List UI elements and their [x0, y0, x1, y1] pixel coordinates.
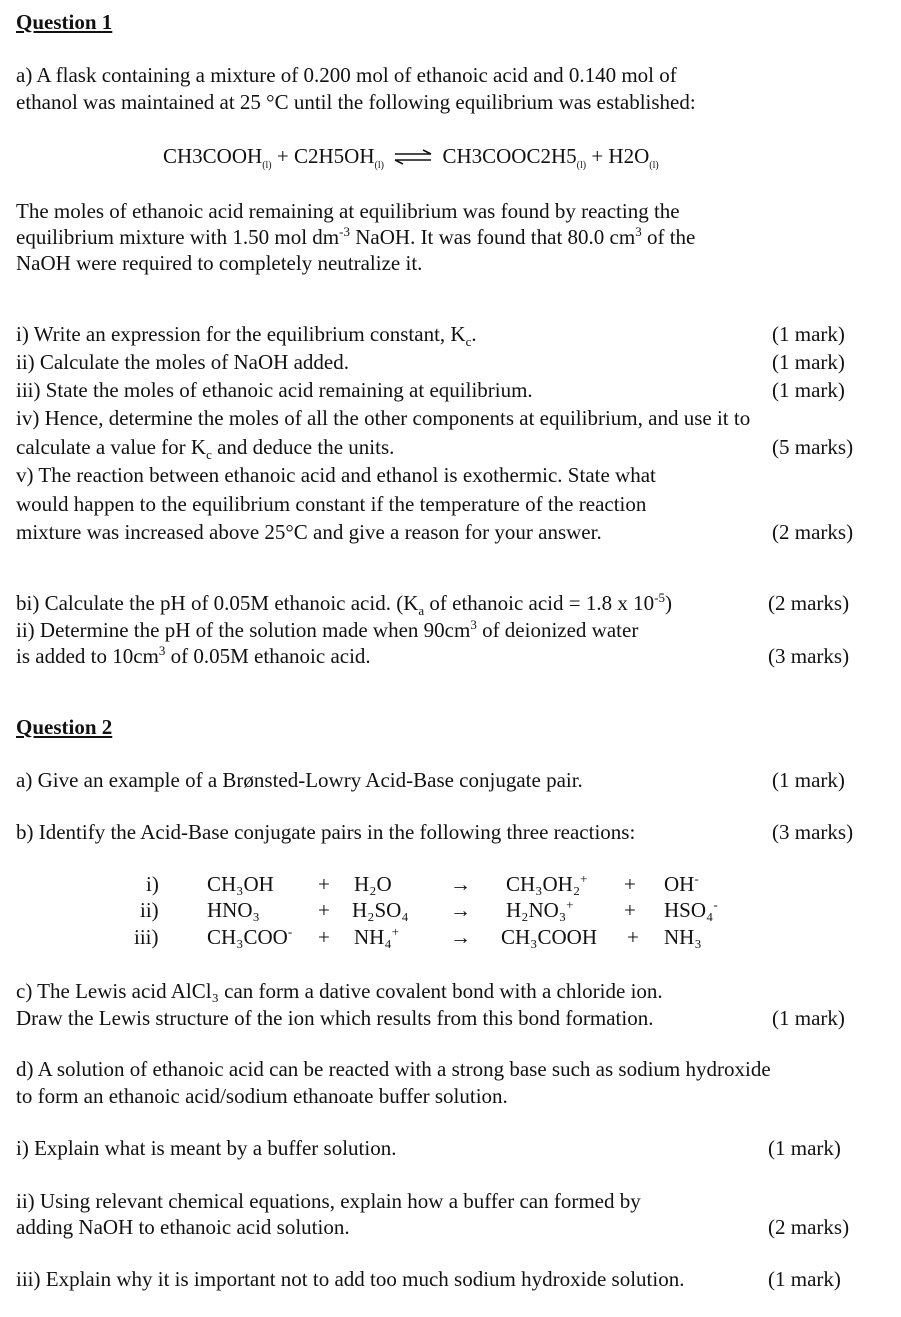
q2-part-d-ii-line-1: ii) Using relevant chemical equations, explain how a buffer can formed by	[16, 1189, 641, 1213]
q1-part-ii: ii) Calculate the moles of NaOH added.	[16, 350, 349, 374]
q1-part-i-mark: (1 mark)	[772, 322, 845, 346]
reaction-3-reactant-1-text: CH₃COO	[207, 925, 288, 949]
q2-part-d-i: i) Explain what is meant by a buffer solution.	[16, 1136, 397, 1160]
part-bii-text-c: is added to 10cm	[16, 644, 159, 668]
eq-state-4: (l)	[649, 160, 659, 172]
part-bi-sub: a	[418, 603, 425, 619]
q2-part-d-iii: iii) Explain why it is important not to add too much sodium hydroxide solution.	[16, 1267, 685, 1291]
q2-part-d-iii-mark: (1 mark)	[768, 1267, 841, 1291]
reaction-2-product-2-text: HSO₄	[664, 898, 714, 922]
eq-ethyl-ethanoate: CH3COOC2H5	[437, 144, 577, 168]
reaction-2-plus-2: +	[624, 898, 636, 922]
reaction-1-plus-1: +	[318, 872, 330, 896]
part-bii-sup-2: 3	[158, 643, 166, 658]
reaction-3-reactant-2	[354, 925, 399, 950]
reaction-1-reactant-2: H₂O	[354, 872, 392, 896]
reaction-3-plus-2: +	[627, 925, 639, 949]
q1-part-bi	[16, 590, 672, 619]
reaction-3-arrow-icon: →	[450, 925, 471, 949]
q1-part-iii-mark: (1 mark)	[772, 378, 845, 402]
part-bi-text-a: bi) Calculate the pH of 0.05M ethanoic acid. (K	[16, 591, 419, 615]
q1-a-line-1: a) A flask containing a mixture of 0.200 mol of ethanoic acid and 0.140 mol of	[16, 63, 677, 87]
q1-a-line-2: ethanol was maintained at 25 °C until the following equilibrium was established:	[16, 90, 696, 114]
reaction-1-product-1	[506, 872, 588, 897]
q1-part-iv-line-1: iv) Hence, determine the moles of all the other components at equilibrium, and use it to	[16, 406, 751, 430]
q1-part-bi-mark: (2 marks)	[768, 591, 850, 615]
reaction-1-arrow-icon: →	[450, 872, 471, 896]
q1-part-iv-mark: (5 marks)	[772, 435, 854, 459]
para-sup-2: 3	[635, 224, 642, 239]
q2-part-d-ii-line-2: adding NaOH to ethanoic acid solution.	[16, 1215, 350, 1239]
part-i-sub: c	[465, 334, 472, 350]
para-sup-1: -3	[339, 224, 350, 239]
eq-water: + H2O	[586, 144, 650, 168]
para-text-b: NaOH. It was found that 80.0 cm	[350, 225, 636, 249]
reaction-1-product-2-charge: -	[694, 871, 699, 886]
part-bi-sup: -5	[654, 590, 665, 605]
q1-part-v-line-1: v) The reaction between ethanoic acid and ethanol is exothermic. State what	[16, 463, 656, 487]
eq-ethanoic-acid: CH3COOH	[163, 144, 263, 168]
q2-part-a: a) Give an example of a Brønsted-Lowry Acid-Base conjugate pair.	[16, 768, 583, 792]
question-2-heading: Question 2	[16, 715, 113, 739]
part-iv-text-a: calculate a value for K	[16, 435, 207, 459]
eq-ethanol: + C2H5OH	[271, 144, 375, 168]
equilibrium-arrow-icon	[393, 146, 433, 171]
reaction-3-plus-1: +	[318, 925, 330, 949]
part-bii-text-d: of 0.05M ethanoic acid.	[165, 644, 371, 668]
q1-part-bii-line-2	[16, 643, 371, 669]
q1-part-iv-line-2	[16, 434, 395, 463]
q2-part-d-line-2: to form an ethanoic acid/sodium ethanoate buffer solution.	[16, 1084, 508, 1108]
question-1-heading: Question 1	[16, 10, 113, 34]
q1-part-v-line-3: mixture was increased above 25°C and give a reason for your answer.	[16, 520, 602, 544]
q1-part-bii-line-1	[16, 617, 638, 643]
para-text-c: of the	[641, 225, 696, 249]
q2-part-b-mark: (3 marks)	[772, 820, 854, 844]
eq-state-1: (l)	[262, 160, 272, 172]
eq-state-3: (l)	[576, 160, 587, 172]
reaction-2-reactant-1: HNO₃	[207, 898, 260, 922]
reaction-2-number: ii)	[140, 898, 159, 922]
reaction-1-product-1-charge: +	[580, 871, 588, 886]
part-iv-sub: c	[206, 447, 212, 463]
reaction-1-plus-2: +	[624, 872, 636, 896]
part-bi-text-c: )	[664, 591, 672, 615]
reaction-1-reactant-1: CH₃OH	[207, 872, 274, 896]
equilibrium-equation	[163, 144, 659, 171]
reaction-2-arrow-icon: →	[450, 898, 471, 922]
part-i-text: i) Write an expression for the equilibrium constant, K	[16, 322, 466, 346]
reaction-3-product-1: CH₃COOH	[501, 925, 597, 949]
q2-part-c-line-2: Draw the Lewis structure of the ion which results from this bond formation.	[16, 1006, 654, 1030]
q1-part-bii-mark: (3 marks)	[768, 644, 850, 668]
q1-para-line-2	[16, 224, 695, 250]
part-bii-text-a: ii) Determine the pH of the solution made when 90cm	[16, 618, 471, 642]
q1-part-ii-mark: (1 mark)	[772, 350, 845, 374]
q2-part-d-i-mark: (1 mark)	[768, 1136, 841, 1160]
reaction-1-product-1-text: CH₃OH₂	[506, 872, 581, 896]
part-bii-text-b: of deionized water	[476, 618, 639, 642]
q1-part-v-mark: (2 marks)	[772, 520, 854, 544]
reaction-2-reactant-2: H₂SO₄	[352, 898, 409, 922]
reaction-2-product-2	[664, 898, 718, 923]
part-bii-sup-1: 3	[470, 617, 477, 632]
reaction-2-plus-1: +	[318, 898, 330, 922]
reaction-1-product-2	[664, 872, 699, 897]
part-iv-text-b: and deduce the units.	[211, 435, 395, 459]
reaction-3-reactant-1-charge: -	[287, 924, 293, 939]
part-i-dot: .	[471, 322, 477, 346]
reaction-3-number: iii)	[134, 925, 159, 949]
reaction-2-product-1	[506, 898, 573, 923]
reaction-3-product-2: NH₃	[664, 925, 702, 949]
q1-part-i	[16, 321, 477, 350]
q2-part-a-mark: (1 mark)	[772, 768, 845, 792]
q2-part-d-ii-mark: (2 marks)	[768, 1215, 850, 1239]
reaction-1-product-2-text: OH	[664, 872, 695, 896]
q2-part-c-mark: (1 mark)	[772, 1006, 845, 1030]
reaction-1-number: i)	[146, 872, 159, 896]
q2-part-c-line-1: c) The Lewis acid AlCl₃ can form a dative covalent bond with a chloride ion.	[16, 979, 663, 1003]
q1-part-v-line-2: would happen to the equilibrium constant if the temperature of the reaction	[16, 492, 647, 516]
q1-part-iii: iii) State the moles of ethanoic acid remaining at equilibrium.	[16, 378, 533, 402]
reaction-2-product-1-charge: +	[566, 897, 574, 912]
reaction-3-reactant-2-text: NH₄	[354, 925, 392, 949]
q2-part-b: b) Identify the Acid-Base conjugate pairs in the following three reactions:	[16, 820, 636, 844]
para-text-a: equilibrium mixture with 1.50 mol dm	[16, 225, 340, 249]
part-bi-text-b: of ethanoic acid = 1.8 x 10	[424, 591, 655, 615]
reaction-2-product-1-text: H₂NO₃	[506, 898, 567, 922]
reaction-2-product-2-charge: -	[713, 897, 718, 912]
eq-state-2: (l)	[374, 160, 384, 172]
reaction-3-reactant-2-charge: +	[391, 924, 399, 939]
q1-para-line-3: NaOH were required to completely neutralize it.	[16, 251, 423, 275]
reaction-3-reactant-1	[207, 925, 292, 950]
q1-para-line-1: The moles of ethanoic acid remaining at equilibrium was found by reacting the	[16, 199, 680, 223]
q2-part-d-line-1: d) A solution of ethanoic acid can be reacted with a strong base such as sodium hydroxide	[16, 1057, 771, 1081]
